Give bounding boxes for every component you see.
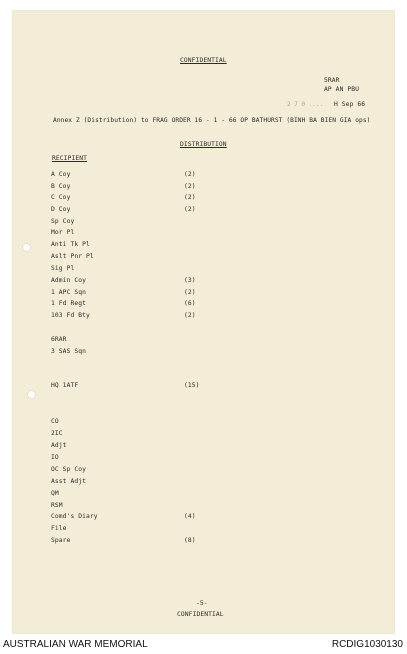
recipient-name: 1 APC Sqn [51, 289, 87, 296]
footer-bar [0, 636, 407, 654]
recipient-name: 103 Fd Bty [51, 312, 90, 319]
punch-hole [27, 390, 36, 399]
recipient-name: OC Sp Coy [51, 466, 87, 473]
punch-hole [22, 243, 31, 252]
recipient-copies: (2) [184, 289, 196, 296]
recipient-name: RSM [51, 502, 63, 509]
recipient-copies: (8) [184, 537, 196, 544]
recipient-name: Adjt [51, 442, 67, 449]
page-number: -5- [196, 600, 208, 607]
recipient-name: A Coy [51, 171, 71, 178]
recipient-name: Aslt Pnr Pl [51, 253, 94, 260]
classification-bottom: CONFIDENTIAL [177, 611, 224, 618]
recipient-copies: (2) [184, 171, 196, 178]
recipient-name: Comd's Diary [51, 513, 98, 520]
recipient-name: File [51, 525, 67, 532]
recipient-name: 2IC [51, 430, 63, 437]
document-title: Annex Z (Distribution) to FRAG ORDER 16 - 1 - 66 OP BATHURST (BINH BA BIEN GIA ops) [53, 117, 371, 124]
recipient-name: Asst Adjt [51, 478, 87, 485]
recipient-copies: (2) [184, 194, 196, 201]
recipient-name: C Coy [51, 194, 71, 201]
recipient-copies: (4) [184, 513, 196, 520]
recipient-name: 1 Fd Regt [51, 300, 87, 307]
recipient-name: 3 SAS Sqn [51, 348, 87, 355]
recipient-name: HQ 1ATF [51, 382, 79, 389]
recipient-name: B Coy [51, 183, 71, 190]
footer-id: RCDIG1030130 [331, 639, 403, 650]
recipient-name: Sig Pl [51, 265, 75, 272]
unit-label: 5RAR [324, 77, 340, 84]
recipient-name: D Coy [51, 206, 71, 213]
recipient-name: CO [51, 418, 59, 425]
faint-stamp: 2 7 0 .... [287, 101, 324, 108]
recipient-name: IO [51, 454, 59, 461]
classification-top: CONFIDENTIAL [180, 57, 227, 64]
recipient-copies: (2) [184, 183, 196, 190]
recipient-copies: (2) [184, 312, 196, 319]
recipient-copies: (15) [184, 382, 200, 389]
distribution-heading: DISTRIBUTION [180, 141, 227, 148]
recipient-name: Spare [51, 537, 71, 544]
recipient-name: Admin Coy [51, 277, 87, 284]
recipient-name: Anti Tk Pl [51, 241, 90, 248]
recipient-copies: (2) [184, 206, 196, 213]
recipient-name: Mor Pl [51, 229, 75, 236]
date-label: H Sep 66 [334, 101, 366, 108]
recipient-heading: RECIPIENT [52, 155, 88, 162]
recipient-name: 6RAR [51, 336, 67, 343]
footer-source: AUSTRALIAN WAR MEMORIAL [3, 639, 148, 650]
recipient-copies: (3) [184, 277, 196, 284]
recipient-name: QM [51, 490, 59, 497]
recipient-name: Sp Coy [51, 218, 75, 225]
recipient-copies: (6) [184, 300, 196, 307]
postal-label: AP AN PBU [324, 86, 360, 93]
